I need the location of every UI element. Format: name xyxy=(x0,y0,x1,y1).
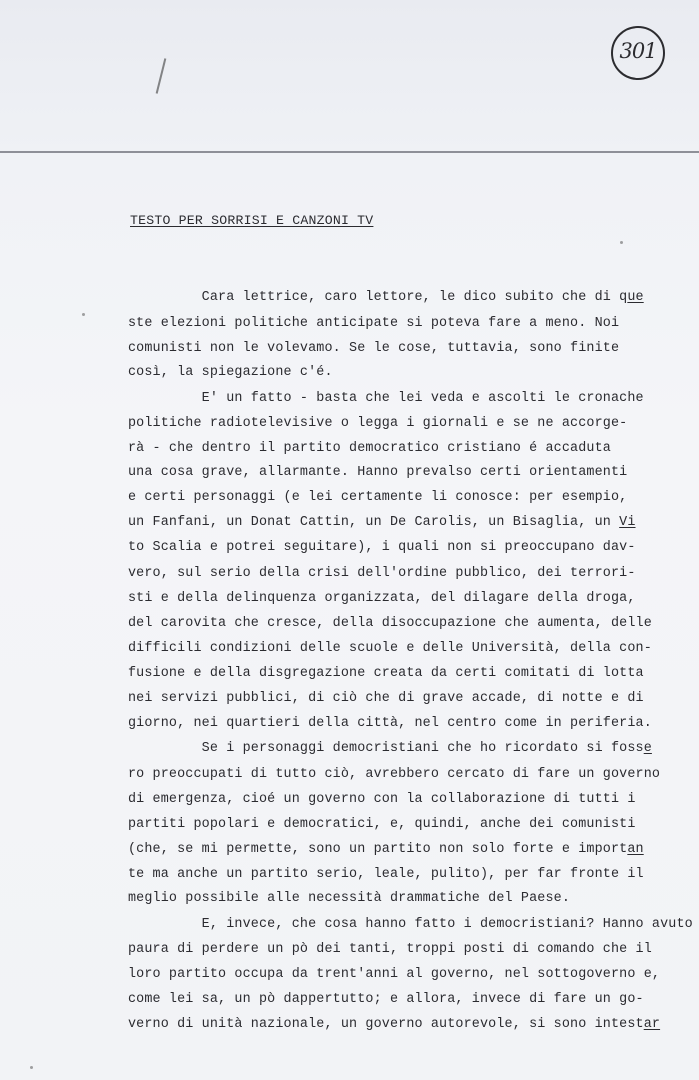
body-line: difficili condizioni delle scuole e delle Università, della con- xyxy=(128,641,652,656)
page-number-stamp: 301 xyxy=(619,39,657,63)
body-line: partiti popolari e democratici, e, quindi, anche dei comunisti xyxy=(128,817,636,832)
body-line: fusione e della disgregazione creata da certi comitati di lotta xyxy=(128,666,644,681)
body-line: vero, sul serio della crisi dell'ordine pubblico, dei terrori- xyxy=(128,566,636,581)
body-line: te ma anche un partito serio, leale, pulito), per far fronte il xyxy=(128,867,644,882)
body-line: politiche radiotelevisive o legga i giornali e se ne accorge- xyxy=(128,416,628,431)
body-line: comunisti non le volevamo. Se le cose, tuttavia, sono finite xyxy=(128,341,620,356)
body-line: una cosa grave, allarmante. Hanno prevalso certi orientamenti xyxy=(128,465,628,480)
body-line: come lei sa, un pò dappertutto; e allora, invece di fare un go- xyxy=(128,992,644,1007)
document-title: TESTO PER SORRISI E CANZONI TV xyxy=(130,213,374,228)
body-line: Se i personaggi democristiani che ho ricordato si fosse xyxy=(128,741,652,756)
body-line: (che, se mi permette, sono un partito non solo forte e importan xyxy=(128,842,644,857)
body-line: sti e della delinquenza organizzata, del dilagare della droga, xyxy=(128,591,636,606)
body-line: di emergenza, cioé un governo con la collaborazione di tutti i xyxy=(128,792,636,807)
folded-top-strip xyxy=(0,0,699,152)
body-line: meglio possibile alle necessità drammatiche del Paese. xyxy=(128,891,571,906)
body-line: E, invece, che cosa hanno fatto i democristiani? Hanno avuto xyxy=(128,917,693,932)
body-line: to Scalia e potrei seguitare), i quali non si preoccupano dav- xyxy=(128,540,636,555)
body-line: Cara lettrice, caro lettore, le dico subito che di que xyxy=(128,290,644,305)
body-line: rà - che dentro il partito democratico cristiano é accaduta xyxy=(128,441,611,456)
body-line: un Fanfani, un Donat Cattin, un De Carolis, un Bisaglia, un Vi xyxy=(128,515,636,530)
body-line: verno di unità nazionale, un governo autorevole, si sono intestar xyxy=(128,1017,661,1032)
body-line: così, la spiegazione c'é. xyxy=(128,365,333,380)
margin-dot xyxy=(620,241,623,244)
margin-dot xyxy=(30,1066,33,1069)
body-line: ste elezioni politiche anticipate si poteva fare a meno. Noi xyxy=(128,316,620,331)
body-line: nei servizi pubblici, di ciò che di grave accade, di notte e di xyxy=(128,691,644,706)
body-line: E' un fatto - basta che lei veda e ascolti le cronache xyxy=(128,391,644,406)
body-line: paura di perdere un pò dei tanti, troppi posti di comando che il xyxy=(128,942,652,957)
body-line: del carovita che cresce, della disoccupazione che aumenta, delle xyxy=(128,616,652,631)
body-line: giorno, nei quartieri della città, nel centro come in periferia. xyxy=(128,716,652,731)
fold-line xyxy=(0,151,699,153)
body-line: ro preoccupati di tutto ciò, avrebbero cercato di fare un governo xyxy=(128,767,661,782)
body-line: loro partito occupa da trent'anni al governo, nel sottogoverno e, xyxy=(128,967,661,982)
body-line: e certi personaggi (e lei certamente li conosce: per esempio, xyxy=(128,490,628,505)
margin-dot xyxy=(82,313,85,316)
